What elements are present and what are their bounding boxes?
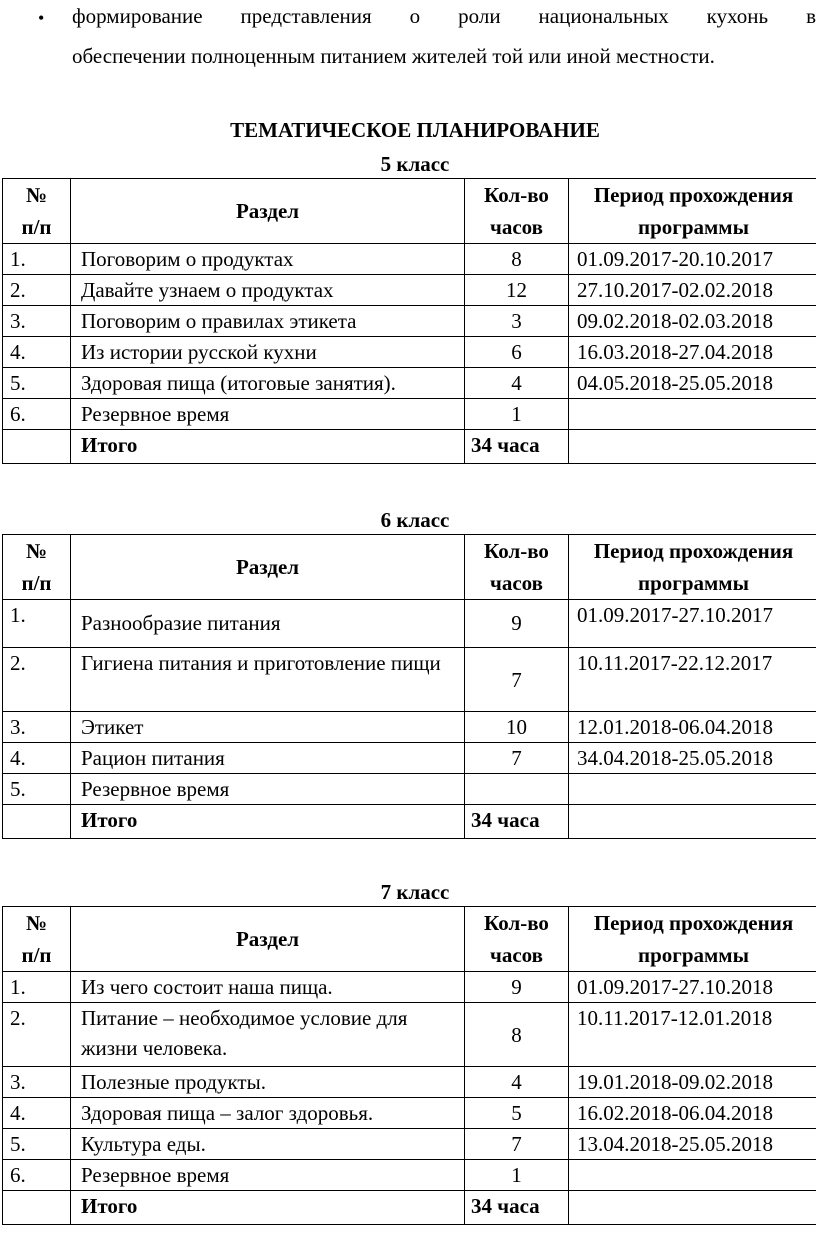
- header-period: Период прохождения программы: [569, 179, 816, 244]
- row-period: [569, 1160, 816, 1191]
- row-num: 1.: [3, 600, 71, 648]
- table-row: [3, 1160, 816, 1191]
- total-label: Итого: [71, 805, 465, 839]
- row-period: 27.10.2017-02.02.2018: [569, 275, 816, 306]
- row-num: 2.: [3, 1003, 71, 1067]
- row-hours: 5: [465, 1098, 569, 1129]
- row-num: 5.: [3, 774, 71, 805]
- row-num: 4.: [3, 337, 71, 368]
- row-period: 01.09.2017-20.10.2017: [569, 244, 816, 275]
- row-section: Здоровая пища – залог здоровья.: [71, 1098, 465, 1129]
- bullet-text-line-1: формирование представления о роли национальных кухонь в: [72, 4, 816, 28]
- row-hours: 6: [465, 337, 569, 368]
- row-num: 4.: [3, 1098, 71, 1129]
- table-total-row: [3, 1191, 816, 1225]
- row-num: 5.: [3, 368, 71, 399]
- row-hours: 7: [465, 743, 569, 774]
- row-period: 16.02.2018-06.04.2018: [569, 1098, 816, 1129]
- table-row: [3, 1129, 816, 1160]
- row-section: Гигиена питания и приготовление пищи: [71, 648, 465, 712]
- table-row: [3, 275, 816, 306]
- row-hours: 9: [465, 972, 569, 1003]
- row-num: 3.: [3, 306, 71, 337]
- row-period: 10.11.2017-12.01.2018: [569, 1003, 816, 1067]
- header-period: Период прохождения программы: [569, 907, 816, 972]
- row-section: Резервное время: [71, 774, 465, 805]
- row-hours: 10: [465, 712, 569, 743]
- total-hours: 34 часа: [465, 1191, 569, 1225]
- header-num: № п/п: [3, 179, 71, 244]
- table-row: [3, 1067, 816, 1098]
- row-hours: 7: [465, 648, 569, 712]
- row-period: 16.03.2018-27.04.2018: [569, 337, 816, 368]
- header-num: № п/п: [3, 907, 71, 972]
- row-hours: [465, 774, 569, 805]
- row-hours: 9: [465, 600, 569, 648]
- table-row: [3, 399, 816, 430]
- table-row: [3, 600, 816, 648]
- row-section: Резервное время: [71, 399, 465, 430]
- plan-table-grade-6: [2, 534, 816, 839]
- row-num: 1.: [3, 972, 71, 1003]
- row-period: 34.04.2018-25.05.2018: [569, 743, 816, 774]
- row-period: 19.01.2018-09.02.2018: [569, 1067, 816, 1098]
- table-total-row: [3, 805, 816, 839]
- row-num: 6.: [3, 399, 71, 430]
- row-period: [569, 774, 816, 805]
- row-hours: 8: [465, 1003, 569, 1067]
- table-row: [3, 1003, 816, 1067]
- table-row: [3, 774, 816, 805]
- row-section: Резервное время: [71, 1160, 465, 1191]
- row-hours: 4: [465, 368, 569, 399]
- row-section: Давайте узнаем о продуктах: [71, 275, 465, 306]
- row-section: Питание – необходимое условие для жизни человека.: [71, 1003, 465, 1067]
- row-num: 5.: [3, 1129, 71, 1160]
- row-section: Здоровая пища (итоговые занятия).: [71, 368, 465, 399]
- table-row: [3, 1098, 816, 1129]
- row-section: Из истории русской кухни: [71, 337, 465, 368]
- table-row: [3, 337, 816, 368]
- total-hours: 34 часа: [465, 805, 569, 839]
- header-num: № п/п: [3, 535, 71, 600]
- row-section: Поговорим о продуктах: [71, 244, 465, 275]
- total-num: [3, 1191, 71, 1225]
- table-row: [3, 743, 816, 774]
- row-period: 13.04.2018-25.05.2018: [569, 1129, 816, 1160]
- header-hours: Кол-во часов: [465, 179, 569, 244]
- table-row: [3, 972, 816, 1003]
- row-period: [569, 399, 816, 430]
- plan-table-grade-7: [2, 906, 816, 1225]
- plan-table-grade-5: [2, 178, 816, 464]
- table-row: [3, 306, 816, 337]
- row-hours: 12: [465, 275, 569, 306]
- header-hours: Кол-во часов: [465, 907, 569, 972]
- row-num: 2.: [3, 275, 71, 306]
- row-hours: 1: [465, 399, 569, 430]
- row-hours: 7: [465, 1129, 569, 1160]
- table-row: [3, 244, 816, 275]
- row-num: 3.: [3, 712, 71, 743]
- row-hours: 4: [465, 1067, 569, 1098]
- row-num: 2.: [3, 648, 71, 712]
- row-period: 04.05.2018-25.05.2018: [569, 368, 816, 399]
- header-hours: Кол-во часов: [465, 535, 569, 600]
- table-title-grade-7: 7 класс: [380, 880, 450, 904]
- header-section: Раздел: [71, 907, 465, 972]
- row-section: Полезные продукты.: [71, 1067, 465, 1098]
- table-header-row: [3, 179, 816, 244]
- row-section: Из чего состоит наша пища.: [71, 972, 465, 1003]
- header-section: Раздел: [71, 179, 465, 244]
- row-period: 01.09.2017-27.10.2017: [569, 600, 816, 648]
- table-title-grade-5: 5 класс: [380, 152, 450, 176]
- header-period: Период прохождения программы: [569, 535, 816, 600]
- row-num: 1.: [3, 244, 71, 275]
- row-period: 09.02.2018-02.03.2018: [569, 306, 816, 337]
- row-section: Культура еды.: [71, 1129, 465, 1160]
- page-title: ТЕМАТИЧЕСКОЕ ПЛАНИРОВАНИЕ: [230, 118, 600, 142]
- header-section: Раздел: [71, 535, 465, 600]
- total-period: [569, 430, 816, 464]
- total-hours: 34 часа: [465, 430, 569, 464]
- row-section: Рацион питания: [71, 743, 465, 774]
- row-section: Этикет: [71, 712, 465, 743]
- table-title-grade-6: 6 класс: [380, 508, 450, 532]
- row-period: 12.01.2018-06.04.2018: [569, 712, 816, 743]
- table-row: [3, 648, 816, 712]
- table-row: [3, 368, 816, 399]
- total-period: [569, 1191, 816, 1225]
- table-total-row: [3, 430, 816, 464]
- row-num: 4.: [3, 743, 71, 774]
- row-hours: 3: [465, 306, 569, 337]
- total-period: [569, 805, 816, 839]
- row-section: Поговорим о правилах этикета: [71, 306, 465, 337]
- total-num: [3, 430, 71, 464]
- table-header-row: [3, 535, 816, 600]
- row-num: 3.: [3, 1067, 71, 1098]
- total-label: Итого: [71, 1191, 465, 1225]
- total-label: Итого: [71, 430, 465, 464]
- total-num: [3, 805, 71, 839]
- row-section: Разнообразие питания: [71, 600, 465, 648]
- row-hours: 8: [465, 244, 569, 275]
- row-period: 10.11.2017-22.12.2017: [569, 648, 816, 712]
- bullet-marker: •: [38, 8, 45, 28]
- row-num: 6.: [3, 1160, 71, 1191]
- bullet-text-line-2: обеспечении полноценным питанием жителей той или иной местности.: [72, 44, 715, 68]
- table-header-row: [3, 907, 816, 972]
- row-hours: 1: [465, 1160, 569, 1191]
- row-period: 01.09.2017-27.10.2018: [569, 972, 816, 1003]
- table-row: [3, 712, 816, 743]
